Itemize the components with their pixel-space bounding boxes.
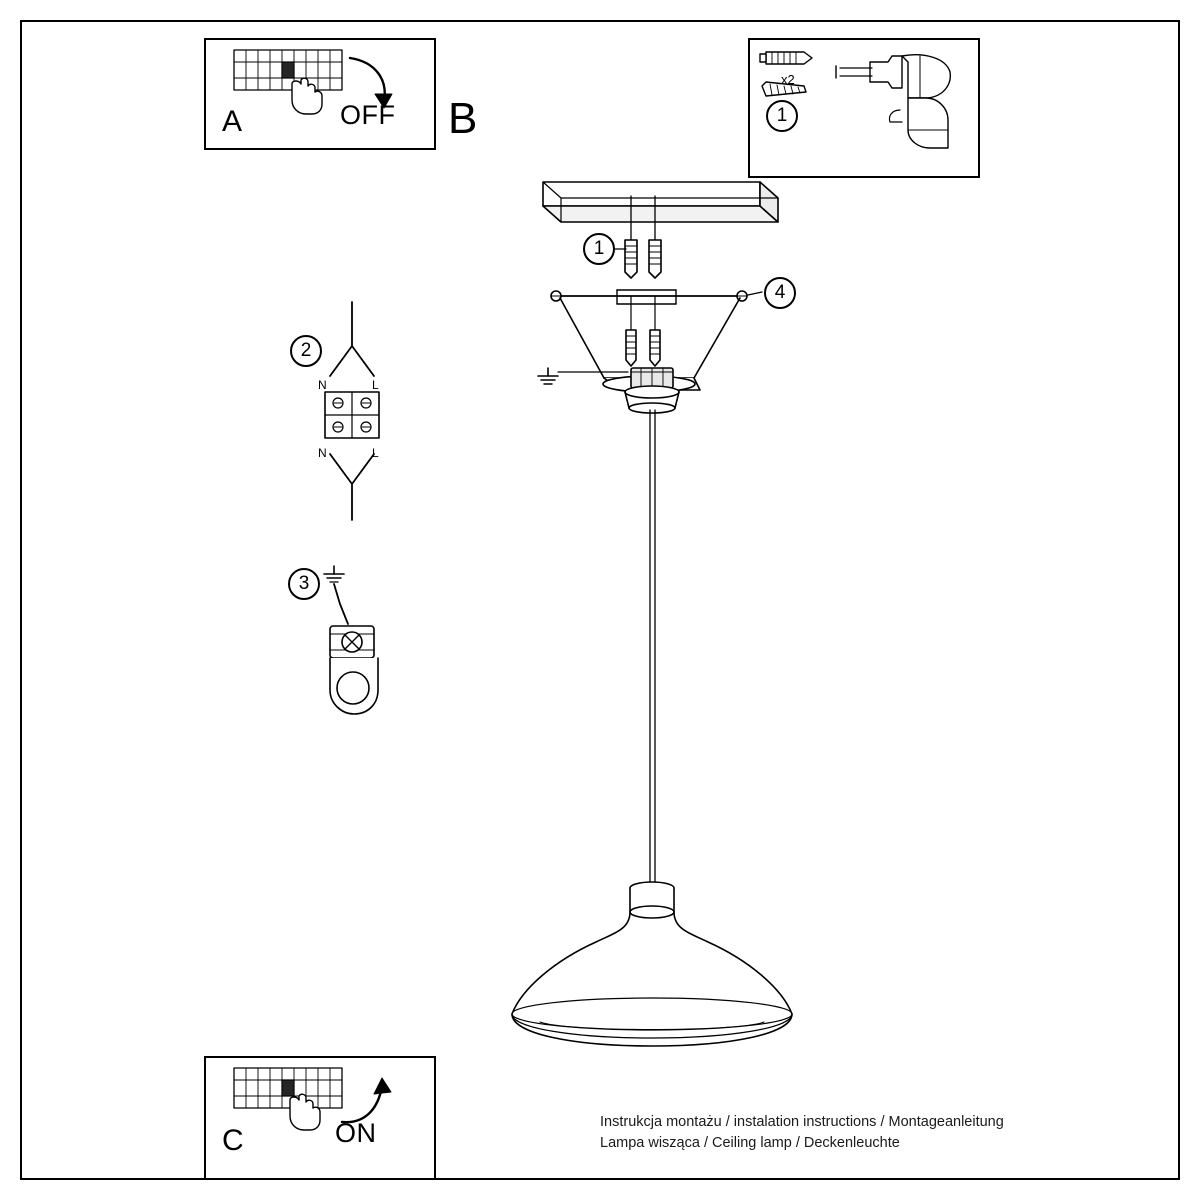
panel-c-letter: C	[222, 1124, 244, 1157]
power-drill-icon	[836, 55, 950, 148]
tools-quantity-label: x2	[781, 72, 795, 87]
callout-terminal-block-2: 2	[290, 335, 322, 367]
callout-mounting-bracket-4: 4	[764, 277, 796, 309]
callout-ceiling-screws-1: 1	[583, 233, 615, 265]
panel-b-letter: B	[448, 94, 478, 143]
terminal-label-n-bottom: N	[318, 446, 327, 460]
panel-a-label-off: OFF	[340, 100, 396, 130]
terminal-label-n-top: N	[318, 378, 327, 392]
wall-plug-icon	[760, 52, 812, 64]
panel-c-label-on: ON	[335, 1118, 377, 1148]
callout-tools-1: 1	[766, 100, 798, 132]
footer-text	[600, 1112, 1004, 1154]
panel-a-letter: A	[222, 105, 243, 138]
terminal-label-l-top: L	[372, 378, 379, 392]
terminal-label-l-bottom: L	[372, 446, 379, 460]
footer-line-2: Lampa wisząca / Ceiling lamp / Deckenleuchte	[600, 1135, 900, 1151]
footer-line-1: Instrukcja montażu / instalation instructions / Montageanleitung	[600, 1114, 1004, 1130]
callout-earth-connection-3: 3	[288, 568, 320, 600]
